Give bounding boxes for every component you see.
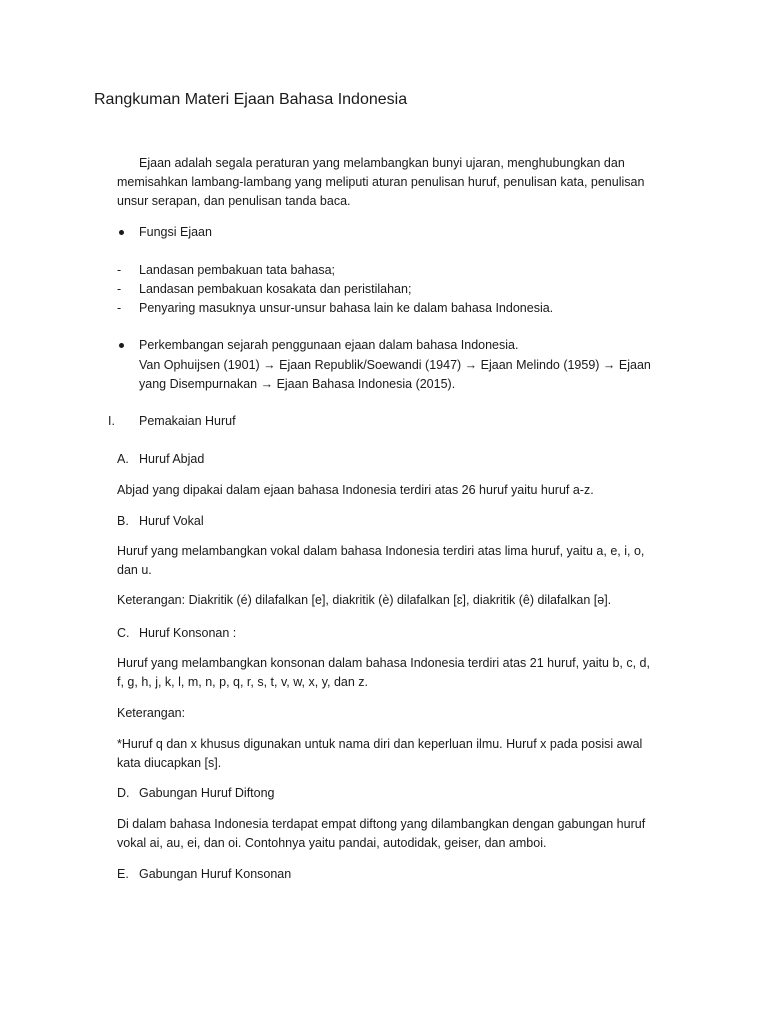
intro-line-2: memisahkan lambang-lambang yang meliputi aturan penulisan huruf, penulisan kata, penulisan <box>117 175 645 189</box>
fungsi-item-3: Penyaring masuknya unsur-unsur bahasa lain ke dalam bahasa Indonesia. <box>139 301 554 315</box>
sub-c-text-2: f, g, h, j, k, l, m, n, p, q, r, s, t, v, w, x, y, dan z. <box>117 675 369 689</box>
perkembangan-line-1: Perkembangan sejarah penggunaan ejaan dalam bahasa Indonesia. <box>139 338 519 352</box>
sub-d-marker: D. <box>117 786 130 800</box>
bullet-dot-1 <box>119 230 124 235</box>
sub-b-marker: B. <box>117 514 129 528</box>
document-title: Rangkuman Materi Ejaan Bahasa Indonesia <box>94 91 408 108</box>
sub-c-text-1: Huruf yang melambangkan konsonan dalam bahasa Indonesia terdiri atas 21 huruf, yaitu b, c, d, <box>117 656 650 670</box>
sub-c-marker: C. <box>117 626 130 640</box>
sub-a-text: Abjad yang dipakai dalam ejaan bahasa Indonesia terdiri atas 26 huruf yaitu huruf a-z. <box>117 483 594 497</box>
intro-line-1: Ejaan adalah segala peraturan yang melambangkan bunyi ujaran, menghubungkan dan <box>139 156 625 170</box>
sub-c-note-label: Keterangan: <box>117 706 186 720</box>
sub-a-marker: A. <box>117 452 129 466</box>
perkembangan-line-2: Van Ophuijsen (1901) → Ejaan Republik/Soewandi (1947) → Ejaan Melindo (1959) → Ejaan <box>139 358 651 372</box>
sub-d-label: Gabungan Huruf Diftong <box>139 786 275 800</box>
sub-b-text-1: Huruf yang melambangkan vokal dalam bahasa Indonesia terdiri atas lima huruf, yaitu a, e, i, o, <box>117 544 645 558</box>
sub-d-text-1: Di dalam bahasa Indonesia terdapat empat diftong yang dilambangkan dengan gabungan huruf <box>117 817 646 831</box>
bullet-fungsi-label: Fungsi Ejaan <box>139 225 212 239</box>
sub-b-note: Keterangan: Diakritik (é) dilafalkan [e], diakritik (è) dilafalkan [ɛ], diakritik (ê) dilafalkan [ə]. <box>117 593 612 607</box>
sub-a-label: Huruf Abjad <box>139 452 205 466</box>
fungsi-item-2: Landasan pembakuan kosakata dan peristilahan; <box>139 282 412 296</box>
sub-b-text-2: dan u. <box>117 563 152 577</box>
sub-d-text-2: vokal ai, au, ei, dan oi. Contohnya yaitu pandai, autodidak, geiser, dan amboi. <box>117 836 547 850</box>
sub-e-label: Gabungan Huruf Konsonan <box>139 867 292 881</box>
perkembangan-line-3: yang Disempurnakan → Ejaan Bahasa Indonesia (2015). <box>139 377 456 391</box>
section-1-label: Pemakaian Huruf <box>139 414 236 428</box>
fungsi-item-1: Landasan pembakuan tata bahasa; <box>139 263 335 277</box>
sub-e-marker: E. <box>117 867 129 881</box>
sub-c-note-2: kata diucapkan [s]. <box>117 756 222 770</box>
sub-c-note-1: *Huruf q dan x khusus digunakan untuk nama diri dan keperluan ilmu. Huruf x pada posisi awal <box>117 737 643 751</box>
dash-1: - <box>117 263 122 277</box>
intro-line-3: unsur serapan, dan penulisan tanda baca. <box>117 194 351 208</box>
bullet-dot-2 <box>119 343 124 348</box>
sub-b-label: Huruf Vokal <box>139 514 204 528</box>
dash-3: - <box>117 301 122 315</box>
dash-2: - <box>117 282 122 296</box>
section-1-marker: I. <box>108 414 115 428</box>
sub-c-label: Huruf Konsonan : <box>139 626 237 640</box>
